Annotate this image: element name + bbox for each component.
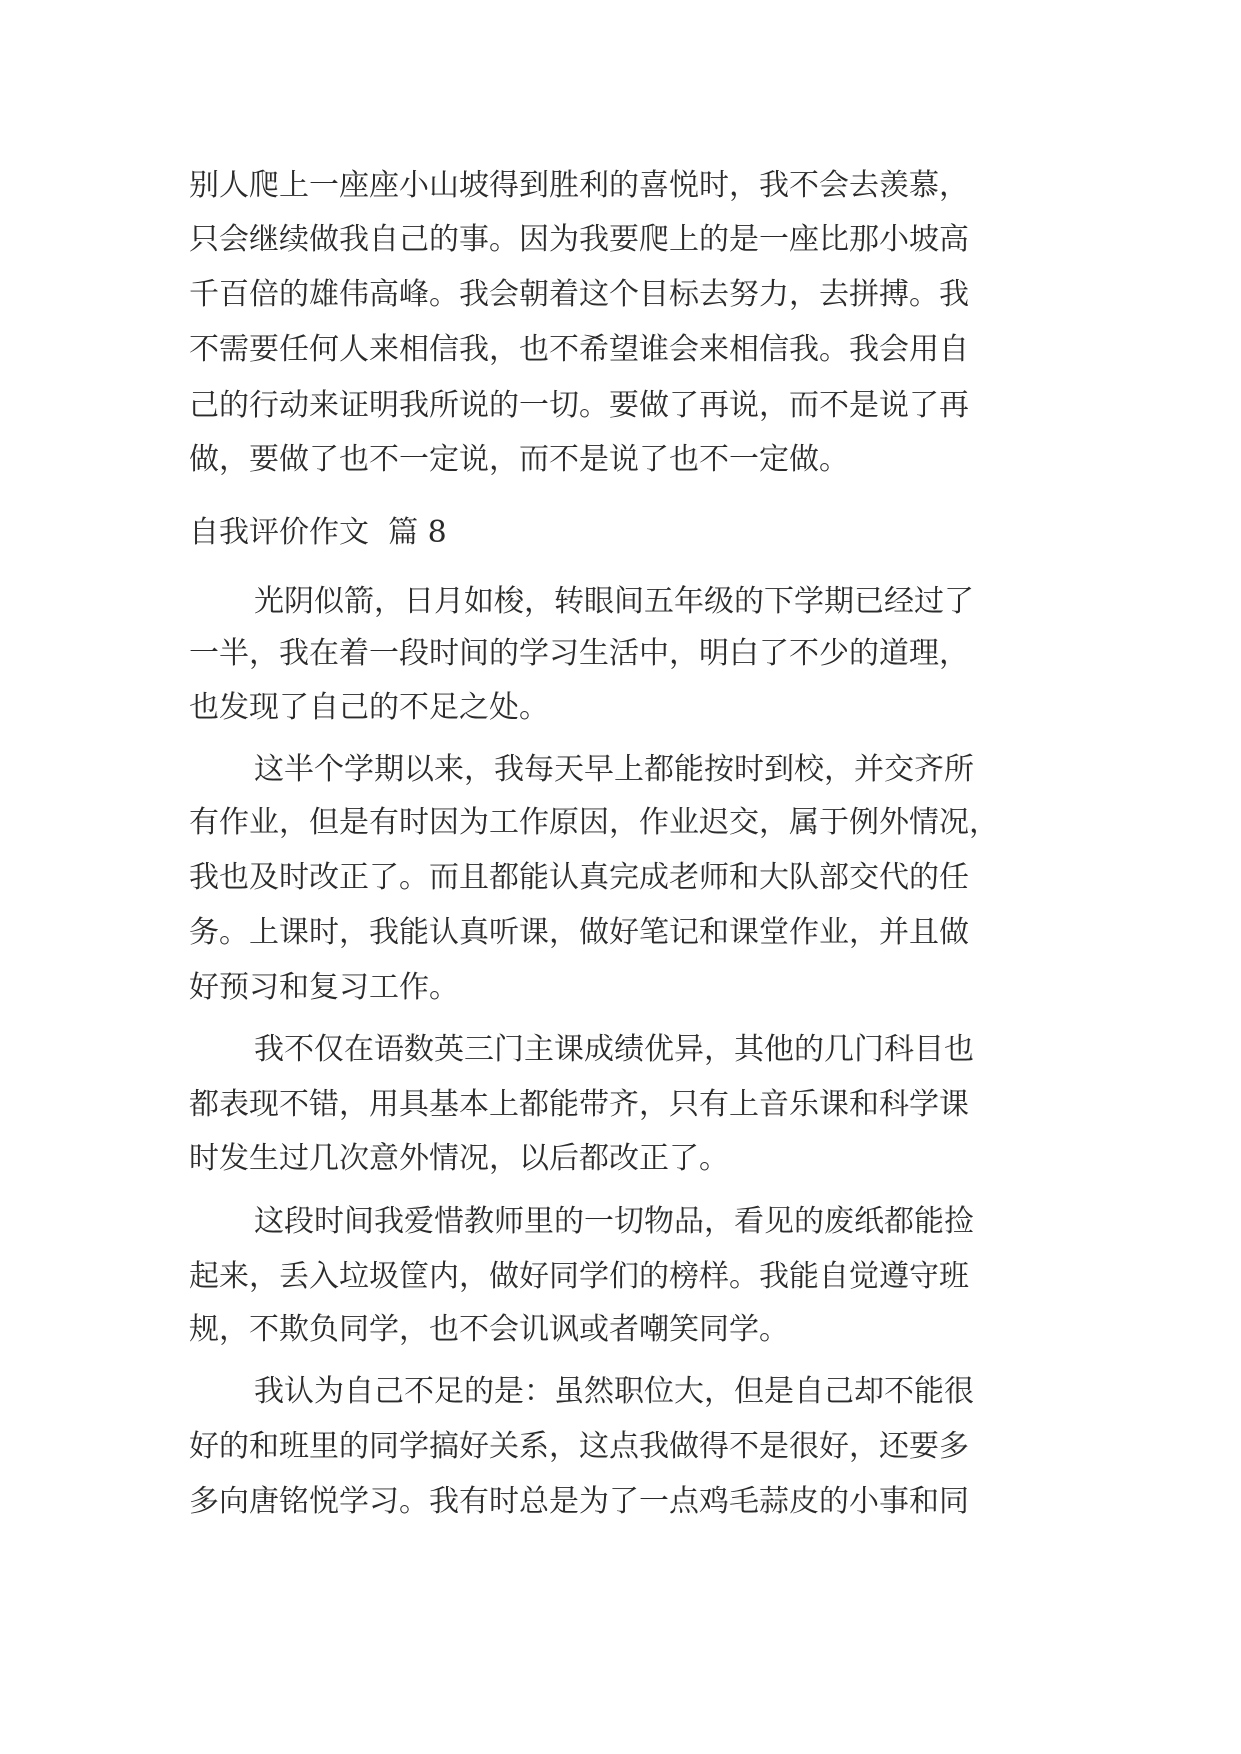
paragraph-line: 我也及时改正了。而且都能认真完成老师和大队部交代的任 [189, 860, 969, 895]
paragraph-line: 己的行动来证明我所说的一切。要做了再说，而不是说了再 [189, 388, 969, 423]
paragraph-line: 这段时间我爱惜教师里的一切物品，看见的废纸都能捡 [254, 1204, 974, 1239]
paragraph-line: 只会继续做我自己的事。因为我要爬上的是一座比那小坡高 [189, 222, 969, 257]
paragraph-line: 千百倍的雄伟高峰。我会朝着这个目标去努力，去拼搏。我 [189, 277, 969, 312]
paragraph-line: 多向唐铭悦学习。我有时总是为了一点鸡毛蒜皮的小事和同 [189, 1484, 969, 1519]
paragraph-line: 光阴似箭，日月如梭，转眼间五年级的下学期已经过了 [254, 584, 974, 619]
paragraph-line: 起来，丢入垃圾筐内，做好同学们的榜样。我能自觉遵守班 [189, 1259, 969, 1294]
paragraph-line: 好的和班里的同学搞好关系，这点我做得不是很好，还要多 [189, 1429, 969, 1464]
paragraph-line: 也发现了自己的不足之处。 [189, 690, 549, 725]
paragraph-line: 不需要任何人来相信我，也不希望谁会来相信我。我会用自 [189, 332, 969, 367]
paragraph-line: 这半个学期以来，我每天早上都能按时到校，并交齐所 [254, 752, 974, 787]
paragraph-line: 我认为自己不足的是：虽然职位大，但是自己却不能很 [254, 1374, 974, 1409]
paragraph-line: 务。上课时，我能认真听课，做好笔记和课堂作业，并且做 [189, 915, 969, 950]
paragraph-line: 做，要做了也不一定说，而不是说了也不一定做。 [189, 442, 849, 477]
paragraph-line: 时发生过几次意外情况，以后都改正了。 [189, 1141, 729, 1176]
paragraph-line: 规，不欺负同学，也不会讥讽或者嘲笑同学。 [189, 1312, 789, 1347]
paragraph-line: 都表现不错，用具基本上都能带齐，只有上音乐课和科学课 [189, 1087, 969, 1122]
paragraph-line: 别人爬上一座座小山坡得到胜利的喜悦时，我不会去羡慕， [189, 168, 969, 203]
paragraph-line: 我不仅在语数英三门主课成绩优异，其他的几门科目也 [254, 1032, 974, 1067]
paragraph-line: 有作业，但是有时因为工作原因，作业迟交，属于例外情况， [189, 805, 999, 840]
paragraph-line: 好预习和复习工作。 [189, 970, 459, 1005]
paragraph-line: 一半，我在着一段时间的学习生活中，明白了不少的道理， [189, 636, 969, 671]
section-heading: 自我评价作文 篇 8 [189, 515, 447, 550]
